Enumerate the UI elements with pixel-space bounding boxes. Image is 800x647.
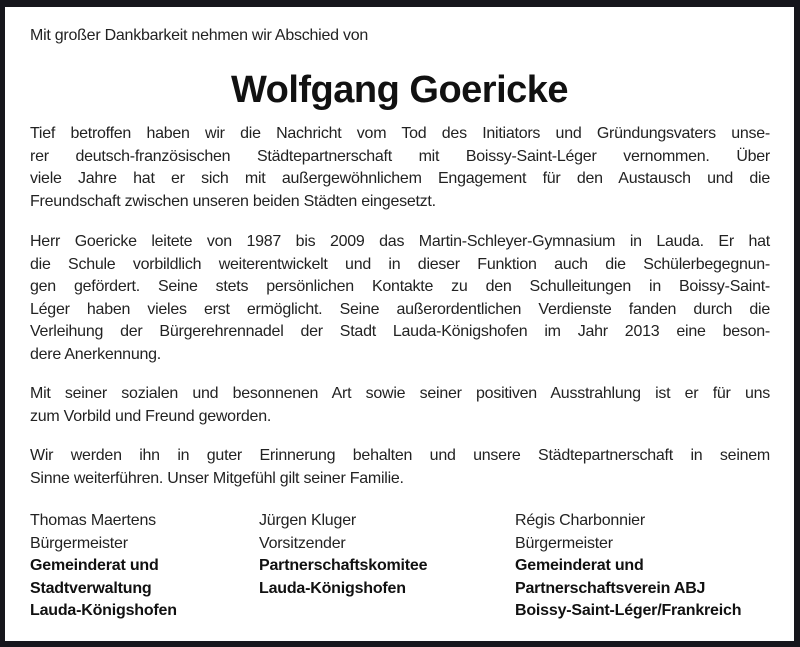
paragraph-line: rer deutsch-französischen Städtepartnerschaft mit Boissy-Saint-Léger vernommen. Über	[30, 147, 770, 165]
signer-organization: Stadtverwaltung	[30, 579, 152, 597]
paragraph	[30, 123, 770, 213]
deceased-name: Wolfgang Goericke	[230, 69, 569, 111]
signer-name: Régis Charbonnier	[515, 512, 646, 529]
paragraph-line: Léger haben vieles erst ermöglicht. Seine außerordentlichen Verdienste fanden durch die	[30, 300, 770, 318]
paragraph	[30, 231, 770, 367]
paragraph-line: Herr Goericke leitete von 1987 bis 2009 das Martin-Schleyer-Gymnasium in Lauda. Er hat	[30, 233, 770, 250]
paragraph-line: Verleihung der Bürgerehrennadel der Stadt Lauda-Königshofen im Jahr 2013 eine beson-	[30, 323, 770, 341]
paragraph-line: Mit seiner sozialen und besonnenen Art sowie seiner positiven Ausstrahlung ist er für uns	[30, 385, 770, 402]
signer-organization: Lauda-Königshofen	[259, 579, 406, 597]
paragraph-line: Freundschaft zwischen unseren beiden Städten eingesetzt.	[30, 192, 436, 210]
signer-organization: Gemeinderat und	[30, 557, 159, 575]
intro-text: Mit großer Dankbarkeit nehmen wir Abschied von	[30, 27, 368, 44]
signer-role: Bürgermeister	[30, 534, 128, 552]
paragraph	[30, 383, 770, 428]
signer-organization: Boissy-Saint-Léger/Frankreich	[515, 602, 742, 620]
paragraph-line: zum Vorbild und Freund geworden.	[30, 407, 272, 425]
signer-name: Jürgen Kluger	[259, 512, 357, 529]
paragraph-line: gen gefördert. Seine stets persönlichen Kontakte zu den Schulleitungen in Boissy-Saint-	[30, 278, 770, 296]
signature-block	[30, 510, 177, 623]
paragraph-line: die Schule vorbildlich weiterentwickelt und in dieser Funktion auch die Schülerbegegnun-	[30, 255, 770, 273]
paragraph-line: dere Anerkennung.	[30, 345, 161, 363]
signer-organization: Partnerschaftsverein ABJ	[515, 579, 706, 597]
paragraph-line: Tief betroffen haben wir die Nachricht vom Tod des Initiators und Gründungsvaters unse-	[30, 125, 770, 142]
signer-organization: Partnerschaftskomitee	[259, 557, 428, 575]
signer-role: Vorsitzender	[259, 534, 346, 552]
signer-role: Bürgermeister	[515, 534, 613, 552]
signer-organization: Gemeinderat und	[515, 557, 644, 575]
signature-block	[515, 510, 741, 623]
signer-organization: Lauda-Königshofen	[30, 602, 177, 620]
signature-block	[259, 510, 427, 600]
paragraph-line: Sinne weiterführen. Unser Mitgefühl gilt seiner Familie.	[30, 469, 404, 487]
paragraph-line: Wir werden ihn in guter Erinnerung behalten und unsere Städtepartnerschaft in seinem	[30, 447, 770, 464]
paragraph-line: viele Jahre hat er sich mit außergewöhnlichem Engagement für den Austausch und die	[30, 170, 770, 188]
obituary-notice	[5, 7, 794, 641]
paragraph	[30, 445, 770, 490]
signer-name: Thomas Maertens	[30, 512, 156, 529]
